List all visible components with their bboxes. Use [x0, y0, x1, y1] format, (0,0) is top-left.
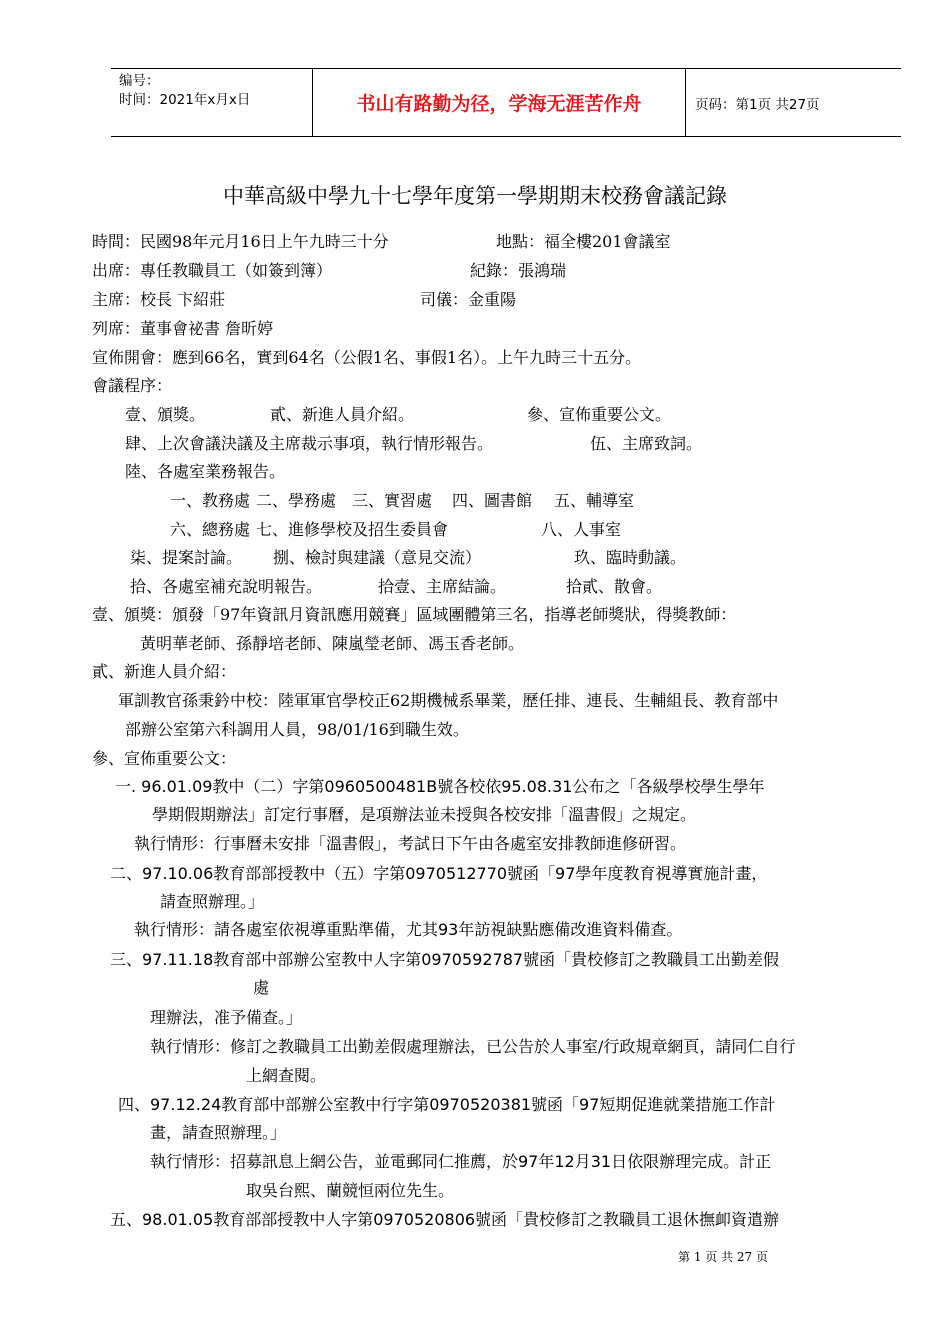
- agenda-item: 參、宣佈重要公文。: [527, 405, 672, 424]
- date-label: 时间：2021年x月x日: [119, 92, 251, 108]
- department-item: 二、學務處: [256, 491, 337, 510]
- meta-recorder: 紀錄：張鴻瑞: [470, 261, 567, 280]
- newstaff-line: 部辦公室第六科調用人員，98/01/16到職生效。: [125, 720, 469, 739]
- agenda-item: 捌、檢討與建議（意見交流）: [273, 548, 482, 567]
- department-item: 四、圖書館: [452, 491, 533, 510]
- meta-place: 地點：福全樓201會議室: [496, 232, 671, 251]
- exec-line: 執行情形：招募訊息上網公告，並電郵同仁推薦，於97年12月31日依限辦理完成。計正: [150, 1152, 772, 1171]
- meta-attendance: 出席：專任教職員工（如簽到簿）: [92, 261, 333, 280]
- doc-line: 畫，請查照辦理。」: [150, 1123, 287, 1142]
- exec-line: 上網查閱。: [246, 1066, 327, 1085]
- doc-line: 一. 96.01.09教中（二）字第0960500481B號各校依95.08.31公布之「各級學校學生學年: [115, 777, 765, 796]
- meta-observer: 列席：董事會祕書 詹昕婷: [92, 319, 274, 338]
- agenda-item: 拾壹、主席結論。: [378, 577, 507, 596]
- agenda-item: 拾貳、散會。: [566, 577, 663, 596]
- meta-time: 時間：民國98年元月16日上午九時三十分: [92, 232, 389, 251]
- agenda-label: 會議程序：: [92, 376, 173, 395]
- doc-line: 請查照辦理。」: [160, 892, 265, 911]
- header-meta: [111, 69, 313, 136]
- page-footer: 第 1 页 共 27 页: [678, 1250, 768, 1264]
- page-header: [111, 68, 901, 137]
- section-heading: 貳、新進人員介紹：: [92, 662, 237, 681]
- department-item: 一、教務處: [170, 491, 251, 510]
- exec-line: 執行情形：行事曆未安排「溫書假」，考試日下午由各處室安排教師進修研習。: [134, 834, 687, 853]
- exec-line: 執行情形：修訂之教職員工出勤差假處理辦法，已公告於人事室/行政規章網頁，請同仁自行: [150, 1037, 796, 1056]
- newstaff-line: 軍訓教官孫秉鈐中校：陸軍軍官學校正62期機械系畢業，歷任排、連長、生輔組長、教育部中: [118, 691, 779, 710]
- doc-line: 四、97.12.24教育部中部辦公室教中行字第0970520381號函「97短期促進就業措施工作計: [118, 1095, 776, 1114]
- agenda-item: 壹、頒獎。: [125, 405, 206, 424]
- doc-line: 二、97.10.06教育部部授教中（五）字第0970512770號函「97學年度教育視導實施計畫，: [110, 864, 768, 883]
- number-label: 编号：: [119, 73, 160, 89]
- department-item: 五、輔導室: [554, 491, 635, 510]
- award-line: 黃明華老師、孫靜培老師、陳嵐瑩老師、馮玉香老師。: [140, 634, 525, 653]
- doc-line: 學期假期辦法」訂定行事曆，是項辦法並未授與各校安排「溫書假」之規定。: [152, 805, 697, 824]
- agenda-item: 玖、臨時動議。: [574, 548, 687, 567]
- agenda-item: 拾、各處室補充說明報告。: [130, 577, 323, 596]
- doc-line: 五、98.01.05教育部部授教中人字第0970520806號函「貴校修訂之教職員工退休撫卹資遣辦: [110, 1210, 780, 1229]
- department-item: 六、總務處: [170, 520, 251, 539]
- award-line: 壹、頒獎：頒發「97年資訊月資訊應用競賽」區域團體第三名，指導老師獎狀，得獎教師：: [92, 605, 737, 624]
- agenda-item: 柒、提案討論。: [130, 548, 243, 567]
- exec-line: 執行情形：請各處室依視導重點準備，尤其93年訪視缺點應備改進資料備查。: [134, 920, 683, 939]
- document-title: 中華高級中學九十七學年度第一學期期末校務會議記錄: [223, 184, 727, 208]
- doc-line: 理辦法，准予備查。」: [150, 1008, 303, 1027]
- meta-opening: 宣佈開會：應到66名，實到64名（公假1名、事假1名）。上午九時三十五分。: [92, 348, 642, 367]
- exec-line: 取吳台熙、蘭競恒兩位先生。: [246, 1181, 455, 1200]
- motto: 书山有路勤为径，学海无涯苦作舟: [313, 69, 686, 136]
- agenda-item: 貳、新進人員介紹。: [270, 405, 415, 424]
- doc-line: 處: [253, 978, 270, 997]
- department-item: 八、人事室: [541, 520, 622, 539]
- department-item: 三、實習處: [352, 491, 433, 510]
- agenda-item: 陸、各處室業務報告。: [125, 462, 286, 481]
- page-info: 页码：第1页 共27页: [695, 96, 820, 113]
- doc-line: 三、97.11.18教育部中部辦公室教中人字第0970592787號函「貴校修訂之教職員工出勤差假: [110, 950, 780, 969]
- section-heading: 參、宣佈重要公文：: [92, 749, 237, 768]
- agenda-item: 伍、主席致詞。: [590, 434, 703, 453]
- meta-mc: 司儀：金重陽: [420, 290, 517, 309]
- agenda-item: 肆、上次會議決議及主席裁示事項，執行情形報告。: [125, 434, 494, 453]
- department-item: 七、進修學校及招生委員會: [256, 520, 449, 539]
- meta-chair: 主席：校長 卞紹莊: [92, 290, 226, 309]
